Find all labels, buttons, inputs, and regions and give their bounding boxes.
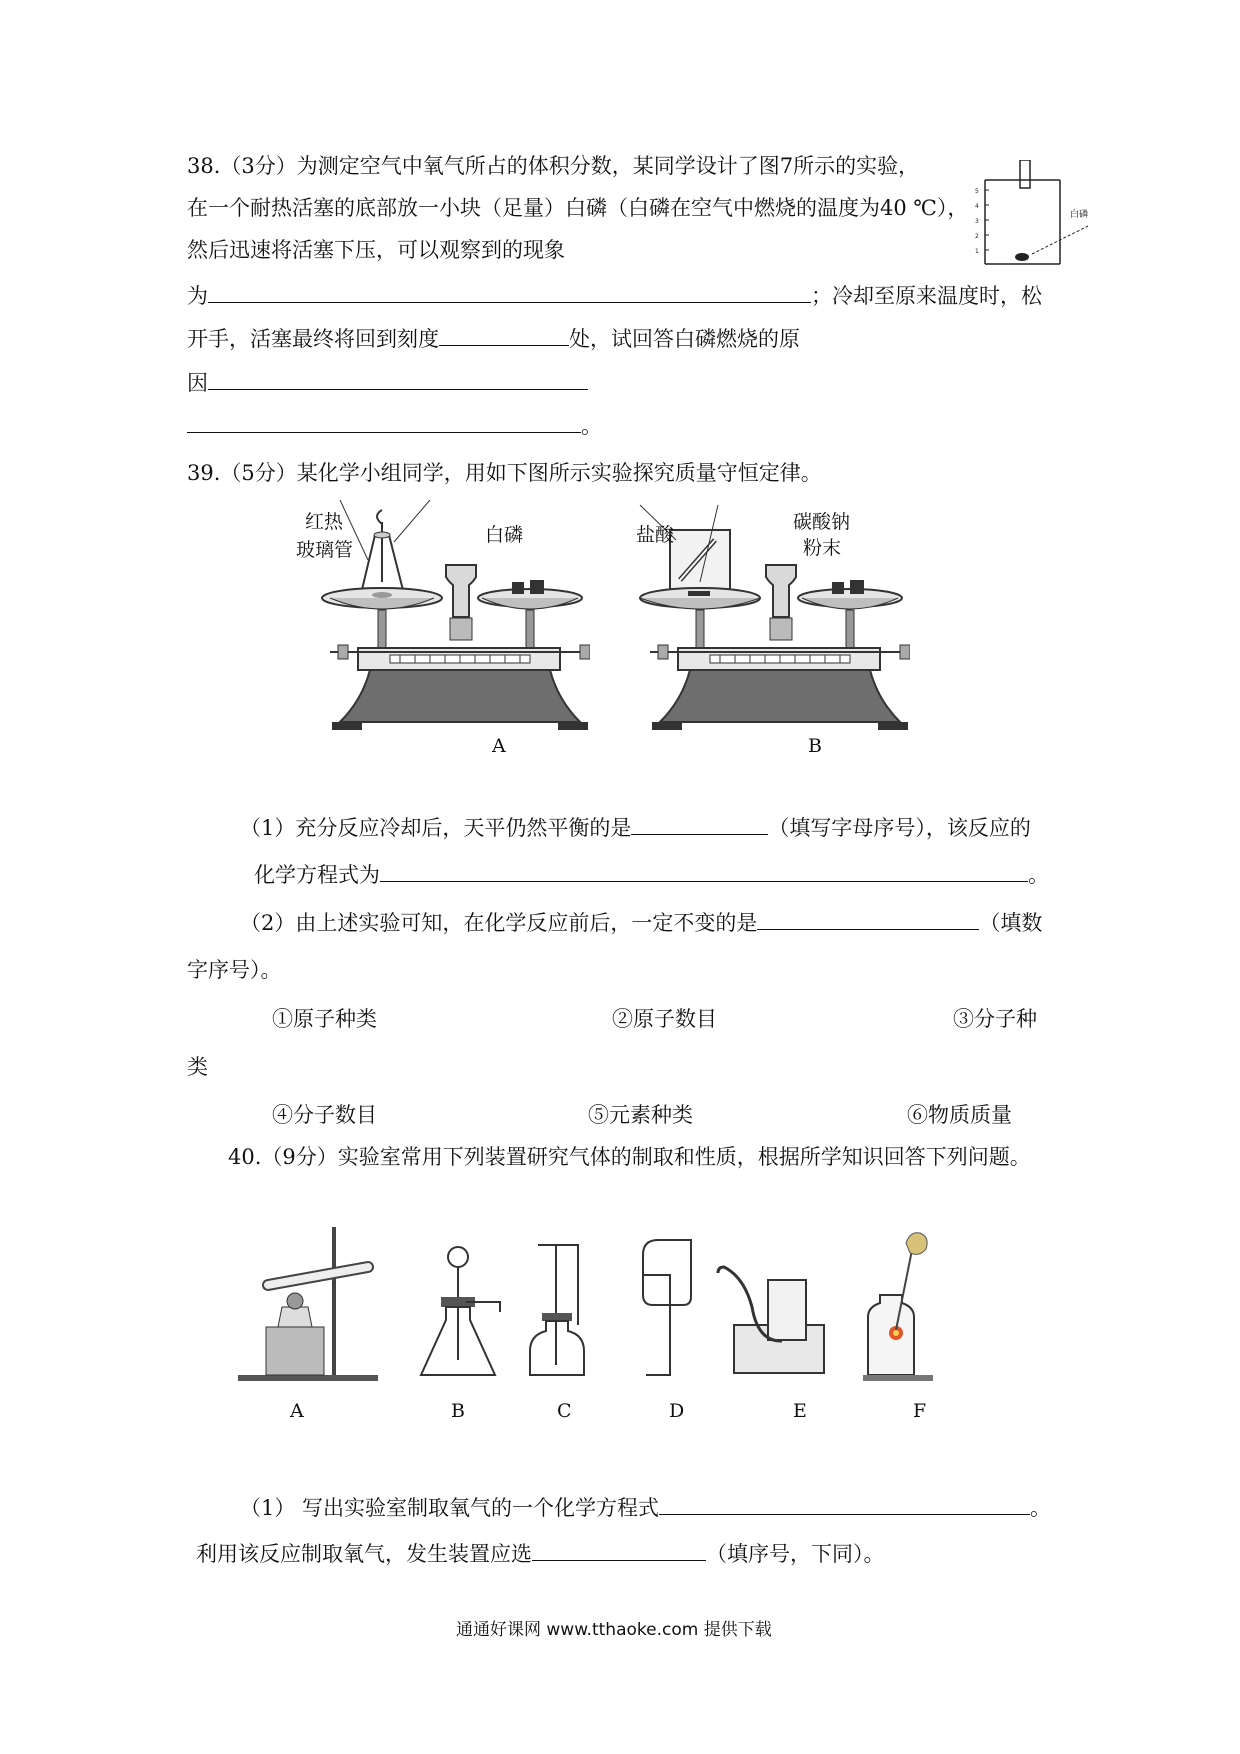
label-hydrochloric-acid: 盐酸	[636, 524, 675, 546]
tick-label: 4	[975, 203, 979, 210]
q38-line3: 然后迅速将活塞下压，可以观察到的现象	[187, 238, 565, 262]
caption-a: A	[290, 1400, 304, 1422]
q38-line6	[187, 367, 588, 398]
answer-blank[interactable]	[187, 410, 581, 433]
q40-part1-cont-end: （填序号，下同）。	[706, 1542, 885, 1566]
label-glass-tube: 玻璃管	[296, 539, 354, 561]
apparatus-figure	[238, 1225, 978, 1385]
caption-e: E	[793, 1400, 807, 1422]
q39-title: 39.（5分）某化学小组同学，用如下图所示实验探究质量守恒定律。	[187, 461, 822, 485]
q38-line2: 在一个耐热活塞的底部放一小块（足量）白磷（白磷在空气中燃烧的温度为40 ℃），	[187, 196, 969, 220]
answer-blank[interactable]	[532, 1538, 706, 1561]
q38-line5	[187, 323, 800, 354]
caption-b: B	[451, 1400, 465, 1422]
label-red-hot: 红热	[305, 511, 344, 533]
tick-label: 3	[975, 218, 979, 225]
white-phosphorus-label: 白磷	[1070, 210, 1089, 220]
caption-a: A	[492, 735, 506, 757]
label-powder: 粉末	[803, 537, 842, 559]
q38-line4	[187, 280, 1042, 311]
q39-part2-cont: 字序号）。	[187, 958, 282, 982]
q39-equation-label: 化学方程式为	[254, 863, 380, 887]
q39-part2	[240, 907, 1042, 938]
q40-part1-start: （1） 写出实验室制取氧气的一个化学方程式	[240, 1496, 660, 1520]
tick-label: 1	[975, 248, 979, 255]
q40-part1	[240, 1492, 1051, 1523]
option-5: ⑤元素种类	[588, 1103, 693, 1127]
q38-line7-end: 。	[581, 414, 602, 438]
option-3: ③分子种	[953, 1007, 1037, 1031]
answer-blank[interactable]	[439, 323, 569, 346]
q38-line1: 38.（3分）为测定空气中氧气所占的体积分数，某同学设计了图7所示的实验，	[187, 154, 920, 178]
answer-blank[interactable]	[659, 1492, 1030, 1515]
q38-line4-end: ；冷却至原来温度时，松	[811, 284, 1042, 308]
answer-blank[interactable]	[208, 367, 588, 390]
q39-part1-period: 。	[1028, 863, 1049, 887]
q38-line7	[187, 410, 602, 441]
q40-part1-cont-start: 利用该反应制取氧气，发生装置应选	[196, 1542, 532, 1566]
q39-part1-equation	[254, 859, 1049, 890]
q39-part1-start: （1）充分反应冷却后，天平仍然平衡的是	[240, 816, 632, 840]
tick-label: 2	[975, 233, 979, 240]
caption-b: B	[808, 735, 822, 757]
q38-line6-start: 因	[187, 371, 208, 395]
answer-blank[interactable]	[208, 280, 811, 303]
q39-part2-end: （填数	[979, 911, 1043, 935]
option-6: ⑥物质质量	[907, 1103, 1012, 1127]
answer-blank[interactable]	[380, 859, 1028, 882]
piston-cylinder-figure	[970, 160, 1095, 270]
answer-blank[interactable]	[631, 812, 768, 835]
q38-line5-start: 开手，活塞最终将回到刻度	[187, 327, 439, 351]
caption-c: C	[557, 1400, 572, 1422]
q39-part1-end: （填写字母序号），该反应的	[768, 816, 1031, 840]
option-2: ②原子数目	[612, 1007, 717, 1031]
label-white-phosphorus: 白磷	[485, 524, 524, 546]
q39-part1	[240, 812, 1031, 843]
q40-title: 40.（9分）实验室常用下列装置研究气体的制取和性质，根据所学知识回答下列问题。	[228, 1145, 1031, 1169]
caption-f: F	[913, 1400, 927, 1422]
q38-line4-start: 为	[187, 284, 208, 308]
option-4: ④分子数目	[272, 1103, 377, 1127]
caption-d: D	[669, 1400, 685, 1422]
tick-label: 5	[975, 188, 979, 195]
q39-part2-start: （2）由上述实验可知，在化学反应前后，一定不变的是	[240, 911, 758, 935]
option-1: ①原子种类	[272, 1007, 377, 1031]
option-3-cont: 类	[187, 1055, 208, 1079]
answer-blank[interactable]	[757, 907, 979, 930]
q38-line5-end: 处，试回答白磷燃烧的原	[569, 327, 800, 351]
page-footer: 通通好课网 www.tthaoke.com 提供下载	[456, 1620, 772, 1640]
q40-part1-cont	[196, 1538, 885, 1569]
q40-part1-end: 。	[1030, 1496, 1052, 1520]
label-sodium-carbonate: 碳酸钠	[793, 511, 851, 533]
